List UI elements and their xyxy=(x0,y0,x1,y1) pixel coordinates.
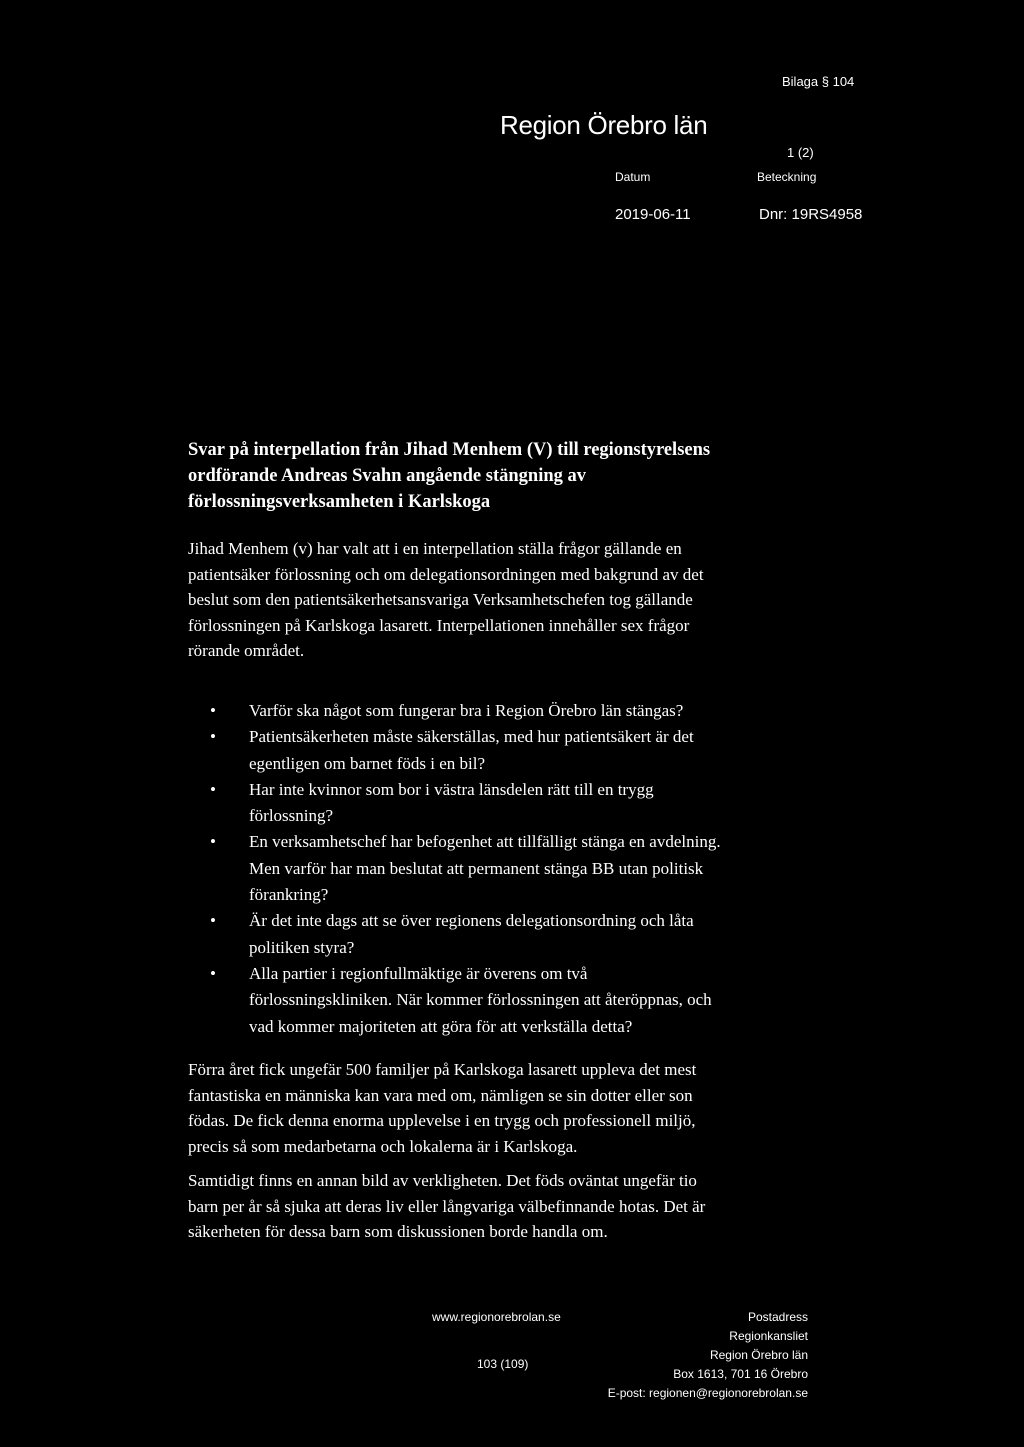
bullet-icon: • xyxy=(210,963,216,983)
question-line: Varför ska något som fungerar bra i Region Örebro län stängas? xyxy=(249,701,684,720)
paragraph-line: Jihad Menhem (v) har valt att i en interpellation ställa frågor gällande en xyxy=(188,539,682,558)
reference-number: Dnr: 19RS4958 xyxy=(759,206,863,223)
paragraph-line: fantastiska en människa kan vara med om, nämligen se sin dotter eller son xyxy=(188,1085,693,1105)
title-line: förlossningsverksamheten i Karlskoga xyxy=(188,492,491,512)
body-paragraph-2 xyxy=(188,1057,818,1159)
document-title xyxy=(188,437,808,515)
question-item xyxy=(210,724,815,777)
question-item xyxy=(210,961,815,1040)
question-line: Men varför har man beslutat att permanent stänga BB utan politisk xyxy=(249,858,704,878)
question-line: egentligen om barnet föds i en bil? xyxy=(249,753,486,773)
paragraph-line: säkerheten för dessa barn som diskussionen borde handla om. xyxy=(188,1222,608,1241)
question-line: politiken styra? xyxy=(249,937,355,957)
paragraph-line: Förra året fick ungefär 500 familjer på Karlskoga lasarett uppleva det mest xyxy=(188,1060,697,1079)
question-line: förlossningskliniken. När kommer förlossningen att återöppnas, och xyxy=(249,990,712,1010)
bullet-icon: • xyxy=(210,701,216,720)
question-line: förlossning? xyxy=(249,806,334,826)
question-line: förankring? xyxy=(249,885,329,905)
question-item xyxy=(210,777,815,830)
paragraph-line: födas. De fick denna enorma upplevelse i en trygg och professionell miljö, xyxy=(188,1111,696,1130)
postal-address-line: Box 1613, 701 16 Örebro xyxy=(673,1367,808,1381)
paragraph-line: beslut som den patientsäkerhetsansvariga Verksamhetschefen tog gällande xyxy=(188,590,693,609)
question-line: Alla partier i regionfullmäktige är överens om två xyxy=(249,963,588,983)
reference-label: Beteckning xyxy=(757,170,817,184)
paragraph-line: barn per år så sjuka att deras liv eller långvariga välbefinnande hotas. Det är xyxy=(188,1196,706,1216)
question-line: En verksamhetschef har befogenhet att tillfälligt stänga en avdelning. xyxy=(249,832,721,852)
question-line: Är det inte dags att se över regionens delegationsordning och låta xyxy=(249,911,694,931)
postal-address-heading: Postadress xyxy=(747,1310,808,1324)
paragraph-line: precis så som medarbetarna och lokalerna är i Karlskoga. xyxy=(188,1136,578,1156)
paragraph-line: rörande området. xyxy=(188,641,305,660)
date-value: 2019-06-11 xyxy=(615,206,691,223)
bullet-icon: • xyxy=(210,779,216,799)
question-line: Har inte kvinnor som bor i västra länsdelen rätt till en trygg xyxy=(249,779,654,799)
bullet-icon: • xyxy=(210,727,216,747)
postal-address-line: Regionkansliet xyxy=(729,1329,808,1343)
question-item xyxy=(210,908,815,961)
footer-email: E-post: regionen@regionorebrolan.se xyxy=(607,1386,808,1400)
paragraph-line: Samtidigt finns en annan bild av verkligheten. Det föds oväntat ungefär tio xyxy=(188,1171,697,1190)
footer-page-count: 103 (109) xyxy=(477,1357,529,1371)
question-item xyxy=(210,698,815,724)
body-paragraph-3 xyxy=(188,1168,818,1245)
bullet-icon: • xyxy=(210,911,216,931)
question-list xyxy=(210,698,815,1040)
postal-address-line: Region Örebro län xyxy=(709,1348,808,1362)
title-line: ordförande Andreas Svahn angående stängning av xyxy=(188,466,587,486)
paragraph-line: patientsäker förlossning och om delegationsordningen med bakgrund av det xyxy=(188,564,704,584)
footer-website: www.regionorebrolan.se xyxy=(432,1310,561,1324)
question-line: Patientsäkerheten måste säkerställas, med hur patientsäkert är det xyxy=(249,727,694,747)
bullet-icon: • xyxy=(210,832,216,852)
question-line: vad kommer majoriteten att göra för att verkställa detta? xyxy=(249,1016,633,1036)
attachment-label: Bilaga § 104 xyxy=(782,74,855,89)
intro-paragraph xyxy=(188,536,818,664)
question-item xyxy=(210,829,815,908)
paragraph-line: förlossningen på Karlskoga lasarett. Interpellationen innehåller sex frågor xyxy=(188,615,690,635)
page-number: 1 (2) xyxy=(787,145,814,160)
organization-name: Region Örebro län xyxy=(500,110,708,140)
title-line: Svar på interpellation från Jihad Menhem (V) till regionstyrelsens xyxy=(188,440,711,460)
date-label: Datum xyxy=(615,170,651,184)
